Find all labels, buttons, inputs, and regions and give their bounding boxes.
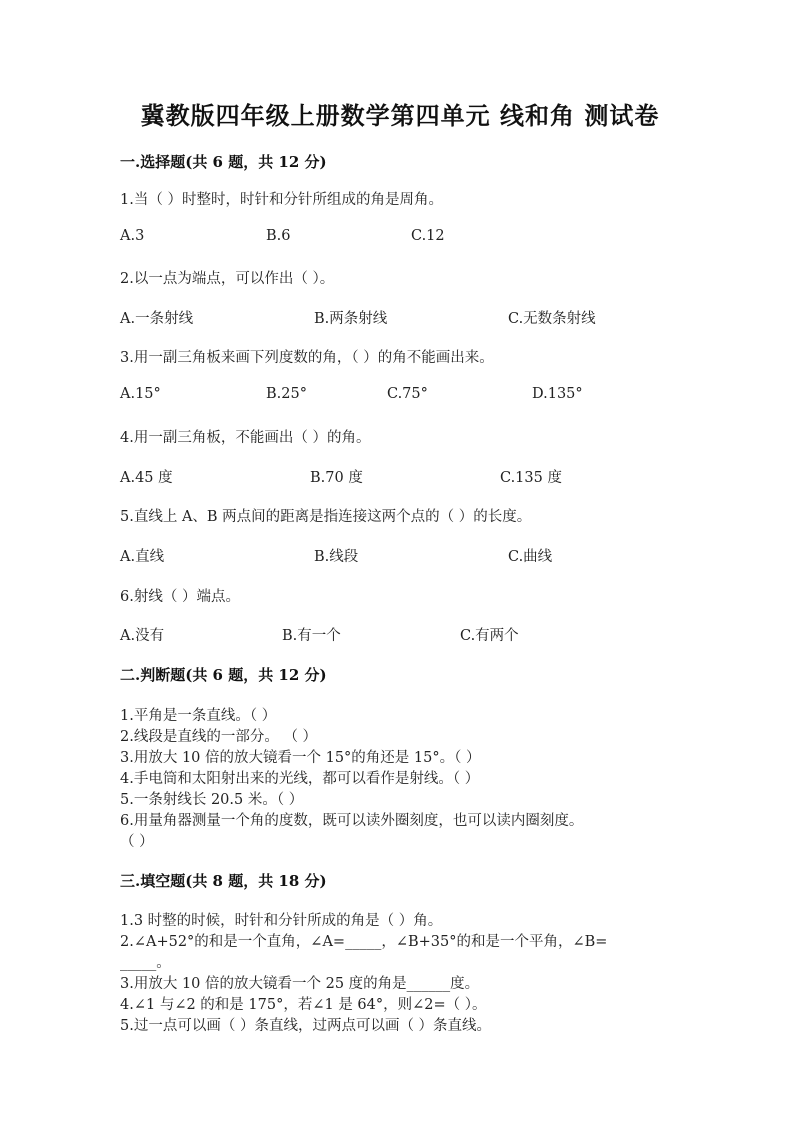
judgement-item: 5.一条射线长 20.5 米。（ ）: [120, 792, 304, 808]
section-heading-fill-blank: 三.填空题(共 8 题，共 18 分): [120, 872, 327, 890]
question-3: 3.用一副三角板来画下列度数的角，（ ）的角不能画出来。: [120, 350, 494, 366]
option-c: C.曲线: [508, 549, 553, 565]
question-5: 5.直线上 A、B 两点间的距离是指连接这两个点的（ ）的长度。: [120, 509, 532, 525]
question-1: 1.当（ ）时整时，时针和分针所组成的角是周角。: [120, 192, 443, 208]
option-a: A.直线: [120, 549, 165, 565]
option-c: C.135 度: [500, 470, 562, 486]
question-6: 6.射线（ ）端点。: [120, 589, 240, 605]
option-b: B.25°: [266, 386, 307, 402]
option-a: A.没有: [120, 628, 165, 644]
section-heading-choice: 一.选择题(共 6 题，共 12 分): [120, 153, 327, 171]
option-b: B.线段: [314, 549, 359, 565]
option-a: A.3: [120, 228, 145, 244]
judgement-item: 6.用量角器测量一个角的度数，既可以读外圈刻度，也可以读内圈刻度。: [120, 813, 584, 829]
fill-blank-item: 5.过一点可以画（ ）条直线，过两点可以画（ ）条直线。: [120, 1018, 492, 1034]
fill-blank-item: 3.用放大 10 倍的放大镜看一个 25 度的角是______度。: [120, 976, 480, 992]
fill-blank-item: 2.∠A+52°的和是一个直角，∠A=_____，∠B+35°的和是一个平角，∠B=: [120, 934, 608, 950]
option-c: C.无数条射线: [508, 311, 596, 327]
judgement-item: 1.平角是一条直线。（ ）: [120, 708, 277, 724]
question-4: 4.用一副三角板，不能画出（ ）的角。: [120, 430, 371, 446]
fill-blank-item-continuation: _____。: [120, 955, 171, 971]
judgement-item: 4.手电筒和太阳射出来的光线，都可以看作是射线。（ ）: [120, 771, 480, 787]
option-b: B.70 度: [310, 470, 363, 486]
option-c: C.75°: [387, 386, 428, 402]
fill-blank-item: 1.3 时整的时候，时针和分针所成的角是（ ）角。: [120, 913, 443, 929]
judgement-item-continuation: （ ）: [120, 834, 154, 850]
section-heading-judgement: 二.判断题(共 6 题，共 12 分): [120, 666, 327, 684]
option-c: C.有两个: [460, 628, 519, 644]
option-d: D.135°: [532, 386, 583, 402]
option-a: A.一条射线: [120, 311, 194, 327]
option-b: B.两条射线: [314, 311, 388, 327]
option-a: A.15°: [120, 386, 161, 402]
fill-blank-item: 4.∠1 与∠2 的和是 175°，若∠1 是 64°，则∠2=（ ）。: [120, 997, 487, 1013]
judgement-item: 2.线段是直线的一部分。 （ ）: [120, 729, 318, 745]
page-title: 冀教版四年级上册数学第四单元 线和角 测试卷: [140, 101, 660, 130]
question-2: 2.以一点为端点，可以作出（ ）。: [120, 271, 335, 287]
option-a: A.45 度: [120, 470, 173, 486]
option-b: B.6: [266, 228, 291, 244]
option-b: B.有一个: [282, 628, 341, 644]
judgement-item: 3.用放大 10 倍的放大镜看一个 15°的角还是 15°。（ ）: [120, 750, 481, 766]
option-c: C.12: [411, 228, 445, 244]
